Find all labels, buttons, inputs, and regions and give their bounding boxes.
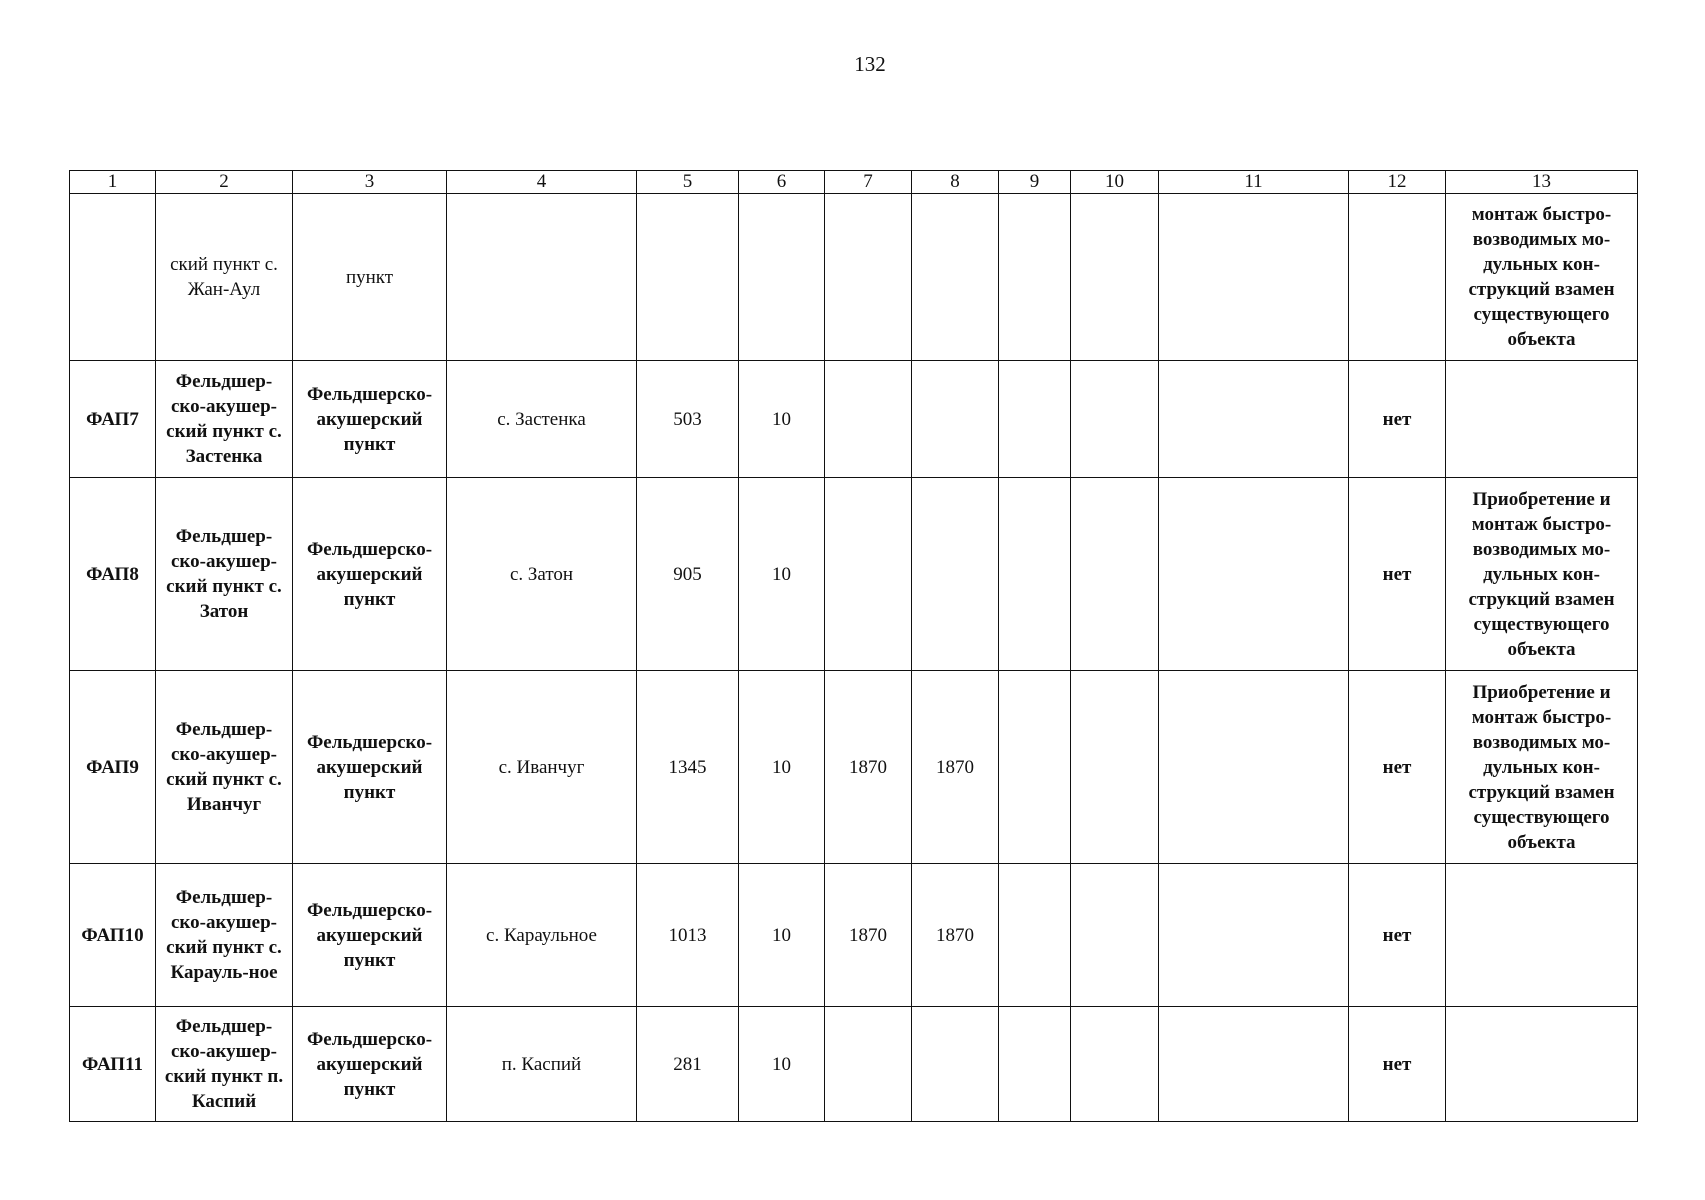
note-cell: Приобретение и монтаж быстро-возводимых мо-дульных кон-струкций взамен существующего объекта bbox=[1446, 478, 1638, 671]
page-number: 132 bbox=[854, 52, 886, 76]
value-cell: 281 bbox=[637, 1007, 739, 1122]
column-number: 5 bbox=[637, 171, 739, 194]
table-cell bbox=[1071, 1007, 1159, 1122]
value-cell: 1870 bbox=[825, 671, 912, 864]
column-number: 2 bbox=[156, 171, 293, 194]
facility-name-cell: Фельдшер-ско-акушер-ский пункт с. Застенка bbox=[156, 361, 293, 478]
table-row bbox=[70, 1007, 1638, 1122]
status-cell: нет bbox=[1349, 478, 1446, 671]
note-cell: Приобретение и монтаж быстро-возводимых мо-дульных кон-струкций взамен существующего объекта bbox=[1446, 671, 1638, 864]
table-cell bbox=[999, 1007, 1071, 1122]
location-cell: с. Застенка bbox=[447, 361, 637, 478]
table-row-continuation bbox=[70, 194, 1638, 361]
table-cell bbox=[70, 194, 156, 361]
value-cell: 1013 bbox=[637, 864, 739, 1007]
location-cell: п. Каспий bbox=[447, 1007, 637, 1122]
table-row bbox=[70, 478, 1638, 671]
note-cell bbox=[1446, 1007, 1638, 1122]
facility-id-cell: ФАП7 bbox=[70, 361, 156, 478]
facility-type-cell: Фельдшерско-акушерский пункт bbox=[293, 864, 447, 1007]
value-cell bbox=[912, 1007, 999, 1122]
note-cell bbox=[1446, 361, 1638, 478]
facility-name-cell: Фельдшер-ско-акушер-ский пункт с. Затон bbox=[156, 478, 293, 671]
value-cell bbox=[825, 361, 912, 478]
note-cell bbox=[1446, 864, 1638, 1007]
value-cell: 905 bbox=[637, 478, 739, 671]
value-cell: 10 bbox=[739, 478, 825, 671]
value-cell: 10 bbox=[739, 671, 825, 864]
table-cell bbox=[825, 194, 912, 361]
facility-id-cell: ФАП9 bbox=[70, 671, 156, 864]
table-cell bbox=[912, 194, 999, 361]
table-cell bbox=[1159, 864, 1349, 1007]
note-cell: монтаж быстро-возводимых мо-дульных кон-струкций взамен существующего объекта bbox=[1446, 194, 1638, 361]
column-number: 10 bbox=[1071, 171, 1159, 194]
table-cell bbox=[1071, 864, 1159, 1007]
column-number: 8 bbox=[912, 171, 999, 194]
table-cell bbox=[739, 194, 825, 361]
table-cell bbox=[637, 194, 739, 361]
column-number: 9 bbox=[999, 171, 1071, 194]
table-cell bbox=[1071, 194, 1159, 361]
status-cell: нет bbox=[1349, 1007, 1446, 1122]
facility-name-cell: Фельдшер-ско-акушер-ский пункт с. Иванчуг bbox=[156, 671, 293, 864]
value-cell: 503 bbox=[637, 361, 739, 478]
facility-type-cell: пункт bbox=[293, 194, 447, 361]
facility-id-cell: ФАП8 bbox=[70, 478, 156, 671]
value-cell bbox=[912, 361, 999, 478]
facility-name-cell: Фельдшер-ско-акушер-ский пункт п. Каспий bbox=[156, 1007, 293, 1122]
table-cell bbox=[1071, 478, 1159, 671]
table-cell bbox=[1349, 194, 1446, 361]
table-cell bbox=[1159, 361, 1349, 478]
table-cell bbox=[999, 478, 1071, 671]
facility-name-cell: Фельдшер-ско-акушер-ский пункт с. Карауль-ное bbox=[156, 864, 293, 1007]
column-number: 1 bbox=[70, 171, 156, 194]
table-cell bbox=[999, 361, 1071, 478]
status-cell: нет bbox=[1349, 671, 1446, 864]
facility-type-cell: Фельдшерско-акушерский пункт bbox=[293, 478, 447, 671]
table-cell bbox=[1159, 1007, 1349, 1122]
location-cell: с. Иванчуг bbox=[447, 671, 637, 864]
table-cell bbox=[999, 194, 1071, 361]
value-cell: 1870 bbox=[825, 864, 912, 1007]
table-cell bbox=[447, 194, 637, 361]
value-cell bbox=[825, 478, 912, 671]
status-cell: нет bbox=[1349, 864, 1446, 1007]
value-cell: 1870 bbox=[912, 864, 999, 1007]
facility-name-cell: ский пункт с. Жан-Аул bbox=[156, 194, 293, 361]
table-cell bbox=[999, 671, 1071, 864]
facility-type-cell: Фельдшерско-акушерский пункт bbox=[293, 1007, 447, 1122]
column-number: 6 bbox=[739, 171, 825, 194]
table-cell bbox=[1159, 194, 1349, 361]
value-cell bbox=[825, 1007, 912, 1122]
value-cell: 1345 bbox=[637, 671, 739, 864]
table-cell bbox=[1071, 671, 1159, 864]
table-row bbox=[70, 864, 1638, 1007]
table-cell bbox=[999, 864, 1071, 1007]
value-cell: 10 bbox=[739, 361, 825, 478]
value-cell: 10 bbox=[739, 1007, 825, 1122]
facilities-table bbox=[69, 170, 1638, 1122]
table-cell bbox=[1071, 361, 1159, 478]
table-cell bbox=[1159, 671, 1349, 864]
facility-type-cell: Фельдшерско-акушерский пункт bbox=[293, 671, 447, 864]
location-cell: с. Караульное bbox=[447, 864, 637, 1007]
value-cell: 1870 bbox=[912, 671, 999, 864]
column-number-row bbox=[70, 171, 1638, 194]
facility-id-cell: ФАП11 bbox=[70, 1007, 156, 1122]
column-number: 3 bbox=[293, 171, 447, 194]
table-cell bbox=[1159, 478, 1349, 671]
column-number: 11 bbox=[1159, 171, 1349, 194]
column-number: 7 bbox=[825, 171, 912, 194]
facility-id-cell: ФАП10 bbox=[70, 864, 156, 1007]
column-number: 4 bbox=[447, 171, 637, 194]
column-number: 13 bbox=[1446, 171, 1638, 194]
value-cell: 10 bbox=[739, 864, 825, 1007]
column-number: 12 bbox=[1349, 171, 1446, 194]
value-cell bbox=[912, 478, 999, 671]
table-row bbox=[70, 361, 1638, 478]
table-row bbox=[70, 671, 1638, 864]
facility-type-cell: Фельдшерско-акушерский пункт bbox=[293, 361, 447, 478]
status-cell: нет bbox=[1349, 361, 1446, 478]
location-cell: с. Затон bbox=[447, 478, 637, 671]
